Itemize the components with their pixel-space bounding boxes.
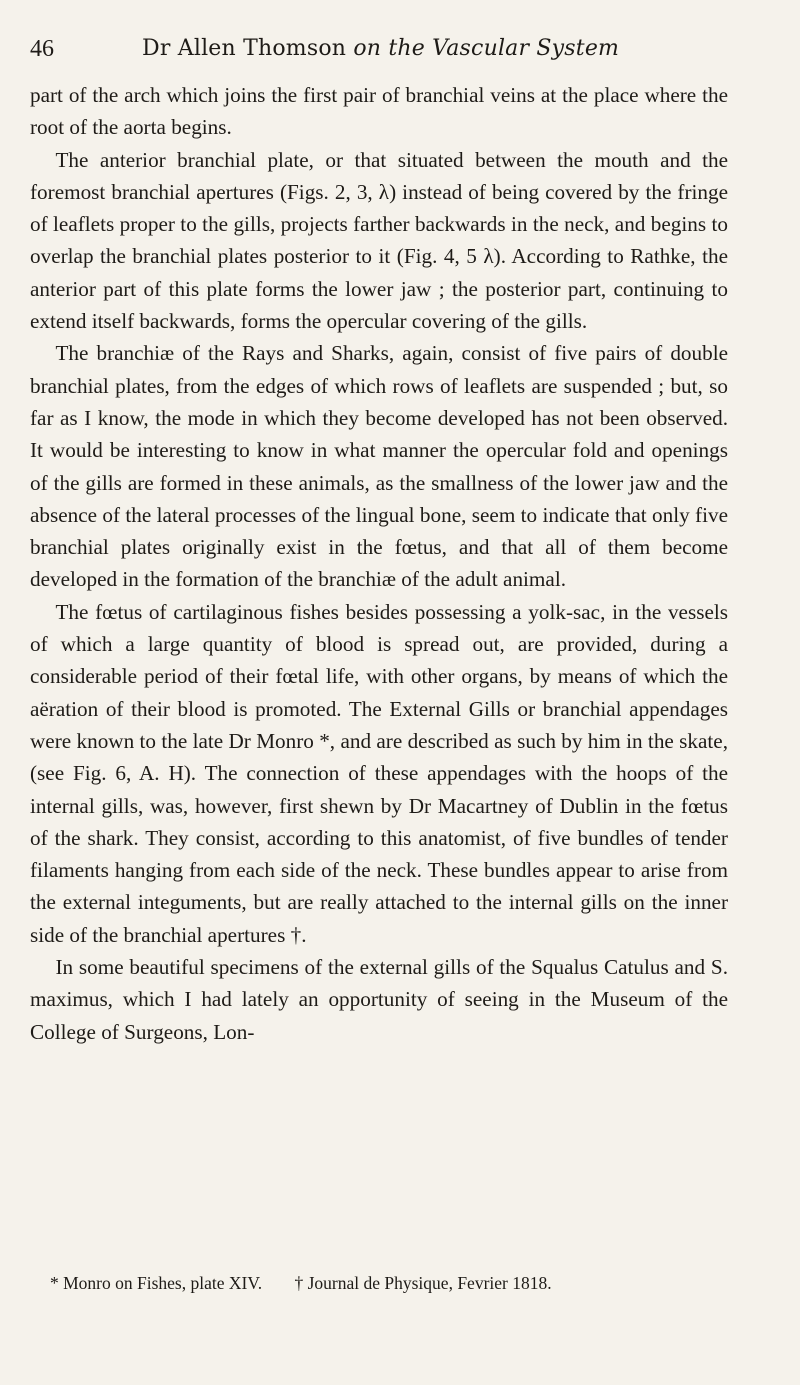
footnote-monro: * Monro on Fishes, plate XIV. (50, 1273, 263, 1293)
footnotes (50, 1271, 740, 1295)
running-title-prefix: Dr Allen Thomson (142, 36, 354, 61)
body-text (30, 79, 728, 1048)
running-title (142, 34, 619, 64)
paragraph-1: part of the arch which joins the first pair of branchial veins at the place where the root of the aorta begins. (30, 83, 728, 140)
paragraph-3: The branchiæ of the Rays and Sharks, again, consist of five pairs of double branchial plates, from the edges of which rows of leaflets are suspended ; but, so far as I know, the mode in which they become developed has not been observed. It would be interesting to know in what manner the opercular fold and openings of the gills are formed in these animals, as the smallness of the lower jaw and the absence of the lateral processes of the lingual bone, seem to indicate that only five branchial plates originally exist in the fœtus, and that all of them become developed in the formation of the branchiæ of the adult animal. (30, 341, 728, 592)
footnote-journal: † Journal de Physique, Fevrier 1818. (294, 1273, 552, 1293)
paragraph-4: The fœtus of cartilaginous fishes besides possessing a yolk-sac, in the vessels of which a large quantity of blood is spread out, are provided, during a considerable period of their fœtal life, with other organs, by means of which the aëration of their blood is promoted. The External Gills or branchial appendages were known to the late Dr Monro *, and are described as such by him in the skate, (see Fig. 6, A. H). The connection of these appendages with the hoops of the internal gills, was, however, first shewn by Dr Macartney of Dublin in the fœtus of the shark. They consist, according to this anatomist, of five bundles of tender filaments hanging from each side of the neck. These bundles appear to arise from the external integuments, but are really attached to the internal gills on the inner side of the branchial apertures †. (30, 599, 728, 947)
paragraph-2: The anterior branchial plate, or that situated between the mouth and the foremost branchial apertures (Figs. 2, 3, λ) instead of being covered by the fringe of leaflets proper to the gills, projects farther backwards in the neck, and begins to overlap the branchial plates posterior to it (Fig. 4, 5 λ). According to Rathke, the anterior part of this plate forms the lower jaw ; the posterior part, continuing to extend itself backwards, forms the opercular covering of the gills. (30, 147, 728, 334)
running-title-italic: on the Vascular System (353, 36, 620, 61)
running-head (30, 34, 730, 64)
paragraph-5: In some beautiful specimens of the external gills of the Squalus Catulus and S. maximus, which I had lately an opportunity of seeing in the Museum of the College of Surgeons, Lon- (30, 955, 728, 1044)
page-number: 46 (30, 36, 54, 62)
